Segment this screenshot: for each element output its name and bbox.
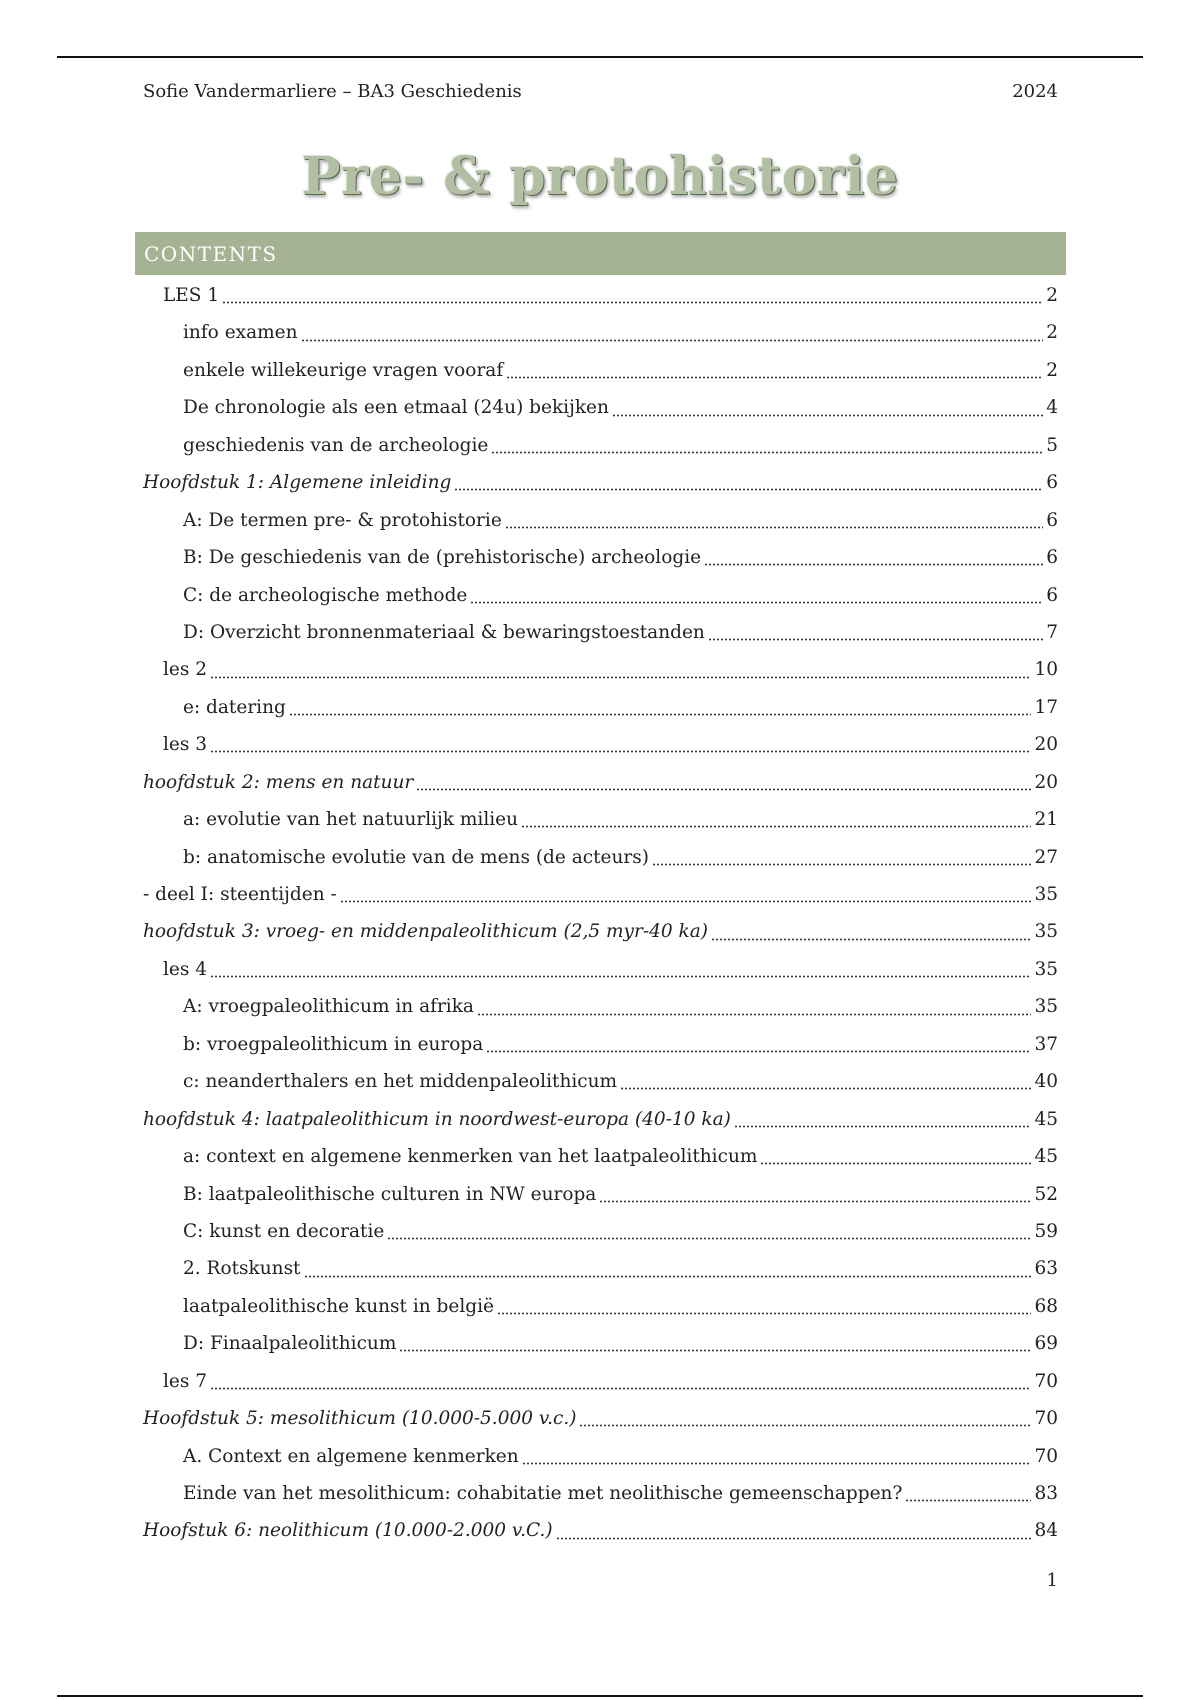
contents-heading bbox=[135, 232, 1066, 275]
toc-entry[interactable] bbox=[143, 764, 1058, 801]
dot-leader bbox=[734, 1125, 1032, 1128]
dot-leader bbox=[506, 376, 1043, 379]
toc-entry-page: 70 bbox=[1034, 1370, 1058, 1392]
toc-entry-title: hoofdstuk 3: vroeg- en middenpaleolithicum (2,5 myr-40 ka) bbox=[143, 921, 708, 943]
dot-leader bbox=[579, 1424, 1031, 1427]
toc-entry-title: LES 1 bbox=[163, 285, 220, 306]
toc-entry-title: les 4 bbox=[163, 958, 208, 980]
toc-entry[interactable] bbox=[143, 689, 1058, 726]
toc-entry[interactable] bbox=[143, 464, 1058, 501]
toc-entry-title: c: neanderthalers en het middenpaleolithicum bbox=[183, 1071, 618, 1093]
dot-leader bbox=[652, 863, 1031, 866]
header-author: Sofie Vandermarliere – BA3 Geschiedenis bbox=[143, 81, 522, 102]
table-of-contents bbox=[143, 277, 1058, 1550]
dot-leader bbox=[556, 1537, 1032, 1540]
toc-entry-title: a: context en algemene kenmerken van het laatpaleolithicum bbox=[183, 1146, 758, 1168]
dot-leader bbox=[289, 713, 1032, 716]
dot-leader bbox=[222, 301, 1043, 304]
toc-entry-page: 40 bbox=[1034, 1071, 1058, 1093]
toc-entry-page: 6 bbox=[1046, 547, 1058, 569]
toc-entry[interactable] bbox=[143, 539, 1058, 576]
toc-entry[interactable] bbox=[143, 502, 1058, 539]
toc-entry-page: 45 bbox=[1034, 1108, 1058, 1130]
toc-entry-title: laatpaleolithische kunst in belgië bbox=[183, 1295, 494, 1317]
toc-entry[interactable] bbox=[143, 1475, 1058, 1512]
toc-entry-title: les 3 bbox=[163, 734, 208, 756]
dot-leader bbox=[708, 638, 1043, 641]
dot-leader bbox=[620, 1087, 1031, 1090]
toc-entry-title: C: kunst en decoratie bbox=[183, 1220, 385, 1242]
dot-leader bbox=[399, 1349, 1031, 1352]
toc-entry-page: 37 bbox=[1034, 1033, 1058, 1055]
toc-entry[interactable] bbox=[143, 726, 1058, 763]
toc-entry[interactable] bbox=[143, 876, 1058, 913]
toc-entry-title: b: vroegpaleolithicum in europa bbox=[183, 1033, 484, 1055]
toc-entry-page: 2 bbox=[1046, 285, 1058, 306]
document-title: Pre- & protohistorie bbox=[301, 146, 899, 207]
bottom-rule bbox=[57, 1695, 1143, 1697]
toc-entry[interactable] bbox=[143, 1512, 1058, 1549]
dot-leader bbox=[599, 1200, 1031, 1203]
toc-entry-title: a: evolutie van het natuurlijk milieu bbox=[183, 809, 519, 831]
dot-leader bbox=[522, 1462, 1032, 1465]
toc-entry[interactable] bbox=[143, 314, 1058, 351]
toc-entry-page: 4 bbox=[1046, 397, 1058, 419]
toc-entry-page: 35 bbox=[1034, 958, 1058, 980]
toc-entry[interactable] bbox=[143, 1176, 1058, 1213]
toc-entry-title: D: Overzicht bronnenmateriaal & bewaringstoestanden bbox=[183, 621, 705, 643]
toc-entry-title: A: De termen pre- & protohistorie bbox=[183, 509, 502, 531]
toc-entry-title: les 2 bbox=[163, 659, 208, 681]
toc-entry-title: 2. Rotskunst bbox=[183, 1258, 301, 1280]
toc-entry-page: 52 bbox=[1034, 1183, 1058, 1205]
toc-entry[interactable] bbox=[143, 1400, 1058, 1437]
toc-entry-page: 68 bbox=[1034, 1295, 1058, 1317]
toc-entry[interactable] bbox=[143, 1250, 1058, 1287]
toc-entry[interactable] bbox=[143, 651, 1058, 688]
toc-entry-title: Hoofstuk 6: neolithicum (10.000-2.000 v.C.) bbox=[143, 1520, 553, 1542]
toc-entry[interactable] bbox=[143, 577, 1058, 614]
toc-entry-title: De chronologie als een etmaal (24u) bekijken bbox=[183, 397, 609, 419]
dot-leader bbox=[704, 563, 1043, 566]
toc-entry-title: enkele willekeurige vragen vooraf bbox=[183, 359, 504, 381]
toc-entry-page: 59 bbox=[1034, 1220, 1058, 1242]
toc-entry-page: 70 bbox=[1034, 1408, 1058, 1430]
toc-entry[interactable] bbox=[143, 1026, 1058, 1063]
toc-entry[interactable] bbox=[143, 1288, 1058, 1325]
toc-entry-page: 6 bbox=[1046, 509, 1058, 531]
toc-entry[interactable] bbox=[143, 1063, 1058, 1100]
toc-entry[interactable] bbox=[143, 1438, 1058, 1475]
toc-entry[interactable] bbox=[143, 352, 1058, 389]
toc-entry-page: 63 bbox=[1034, 1258, 1058, 1280]
toc-entry-page: 83 bbox=[1034, 1483, 1058, 1504]
toc-entry-title: B: De geschiedenis van de (prehistorische) archeologie bbox=[183, 547, 702, 569]
dot-leader bbox=[486, 1050, 1031, 1053]
toc-entry-page: 6 bbox=[1046, 584, 1058, 606]
dot-leader bbox=[340, 900, 1032, 903]
toc-entry-title: B: laatpaleolithische culturen in NW europa bbox=[183, 1183, 597, 1205]
page-number: 1 bbox=[1046, 1570, 1058, 1591]
toc-entry[interactable] bbox=[143, 427, 1058, 464]
toc-entry-title: A. Context en algemene kenmerken bbox=[183, 1445, 519, 1467]
contents-label: CONTENTS bbox=[144, 241, 278, 266]
toc-entry[interactable] bbox=[143, 988, 1058, 1025]
toc-entry-title: Hoofdstuk 5: mesolithicum (10.000-5.000 v.c.) bbox=[143, 1408, 577, 1430]
toc-entry-page: 35 bbox=[1034, 996, 1058, 1018]
toc-entry-page: 2 bbox=[1046, 322, 1058, 344]
toc-entry-page: 17 bbox=[1034, 696, 1058, 718]
toc-entry[interactable] bbox=[143, 951, 1058, 988]
toc-entry[interactable] bbox=[143, 1138, 1058, 1175]
dot-leader bbox=[210, 1387, 1031, 1390]
dot-leader bbox=[521, 825, 1031, 828]
dot-leader bbox=[905, 1499, 1031, 1502]
toc-entry-title: Einde van het mesolithicum: cohabitatie met neolithische gemeenschappen? bbox=[183, 1483, 903, 1504]
dot-leader bbox=[497, 1312, 1031, 1315]
toc-entry[interactable] bbox=[143, 1325, 1058, 1362]
top-rule bbox=[57, 56, 1143, 58]
toc-entry-page: 10 bbox=[1034, 659, 1058, 681]
dot-leader bbox=[612, 414, 1043, 417]
toc-entry-title: geschiedenis van de archeologie bbox=[183, 434, 489, 456]
toc-entry-title: Hoofdstuk 1: Algemene inleiding bbox=[143, 472, 452, 494]
dot-leader bbox=[760, 1162, 1031, 1165]
toc-entry-page: 69 bbox=[1034, 1333, 1058, 1355]
toc-entry-page: 20 bbox=[1034, 771, 1058, 793]
dot-leader bbox=[454, 488, 1043, 491]
toc-entry-page: 6 bbox=[1046, 472, 1058, 494]
toc-entry-title: b: anatomische evolutie van de mens (de acteurs) bbox=[183, 846, 649, 868]
toc-entry[interactable] bbox=[143, 389, 1058, 426]
dot-leader bbox=[210, 750, 1031, 753]
toc-entry[interactable] bbox=[143, 277, 1058, 314]
dot-leader bbox=[387, 1237, 1031, 1240]
toc-entry-page: 70 bbox=[1034, 1445, 1058, 1467]
toc-entry-page: 20 bbox=[1034, 734, 1058, 756]
toc-entry[interactable] bbox=[143, 913, 1058, 950]
dot-leader bbox=[470, 601, 1043, 604]
toc-entry-title: - deel I: steentijden - bbox=[143, 884, 337, 905]
toc-entry-title: e: datering bbox=[183, 696, 286, 718]
toc-entry-page: 5 bbox=[1046, 434, 1058, 456]
toc-entry-page: 35 bbox=[1034, 884, 1058, 905]
toc-entry[interactable] bbox=[143, 1213, 1058, 1250]
toc-entry[interactable] bbox=[143, 614, 1058, 651]
dot-leader bbox=[210, 676, 1031, 679]
toc-entry-title: hoofdstuk 2: mens en natuur bbox=[143, 771, 414, 793]
dot-leader bbox=[416, 788, 1031, 791]
dot-leader bbox=[491, 451, 1043, 454]
dot-leader bbox=[505, 526, 1043, 529]
toc-entry-title: hoofdstuk 4: laatpaleolithicum in noordwest-europa (40-10 ka) bbox=[143, 1108, 731, 1130]
dot-leader bbox=[301, 339, 1044, 342]
toc-entry-title: les 7 bbox=[163, 1370, 208, 1392]
toc-entry[interactable] bbox=[143, 1363, 1058, 1400]
toc-entry[interactable] bbox=[143, 801, 1058, 838]
toc-entry-page: 45 bbox=[1034, 1146, 1058, 1168]
page-header bbox=[143, 81, 1058, 102]
toc-entry-title: info examen bbox=[183, 322, 298, 344]
toc-entry-page: 27 bbox=[1034, 846, 1058, 868]
toc-entry-page: 35 bbox=[1034, 921, 1058, 943]
toc-entry-title: D: Finaalpaleolithicum bbox=[183, 1333, 397, 1355]
dot-leader bbox=[477, 1013, 1031, 1016]
toc-entry[interactable] bbox=[143, 839, 1058, 876]
dot-leader bbox=[304, 1275, 1032, 1278]
toc-entry[interactable] bbox=[143, 1101, 1058, 1138]
toc-entry-title: C: de archeologische methode bbox=[183, 584, 468, 606]
toc-entry-page: 84 bbox=[1034, 1520, 1058, 1542]
toc-entry-page: 2 bbox=[1046, 359, 1058, 381]
dot-leader bbox=[711, 938, 1031, 941]
dot-leader bbox=[210, 975, 1031, 978]
toc-entry-page: 7 bbox=[1046, 621, 1058, 643]
toc-entry-title: A: vroegpaleolithicum in afrika bbox=[183, 996, 474, 1018]
header-year: 2024 bbox=[1012, 81, 1058, 102]
toc-entry-page: 21 bbox=[1034, 809, 1058, 831]
